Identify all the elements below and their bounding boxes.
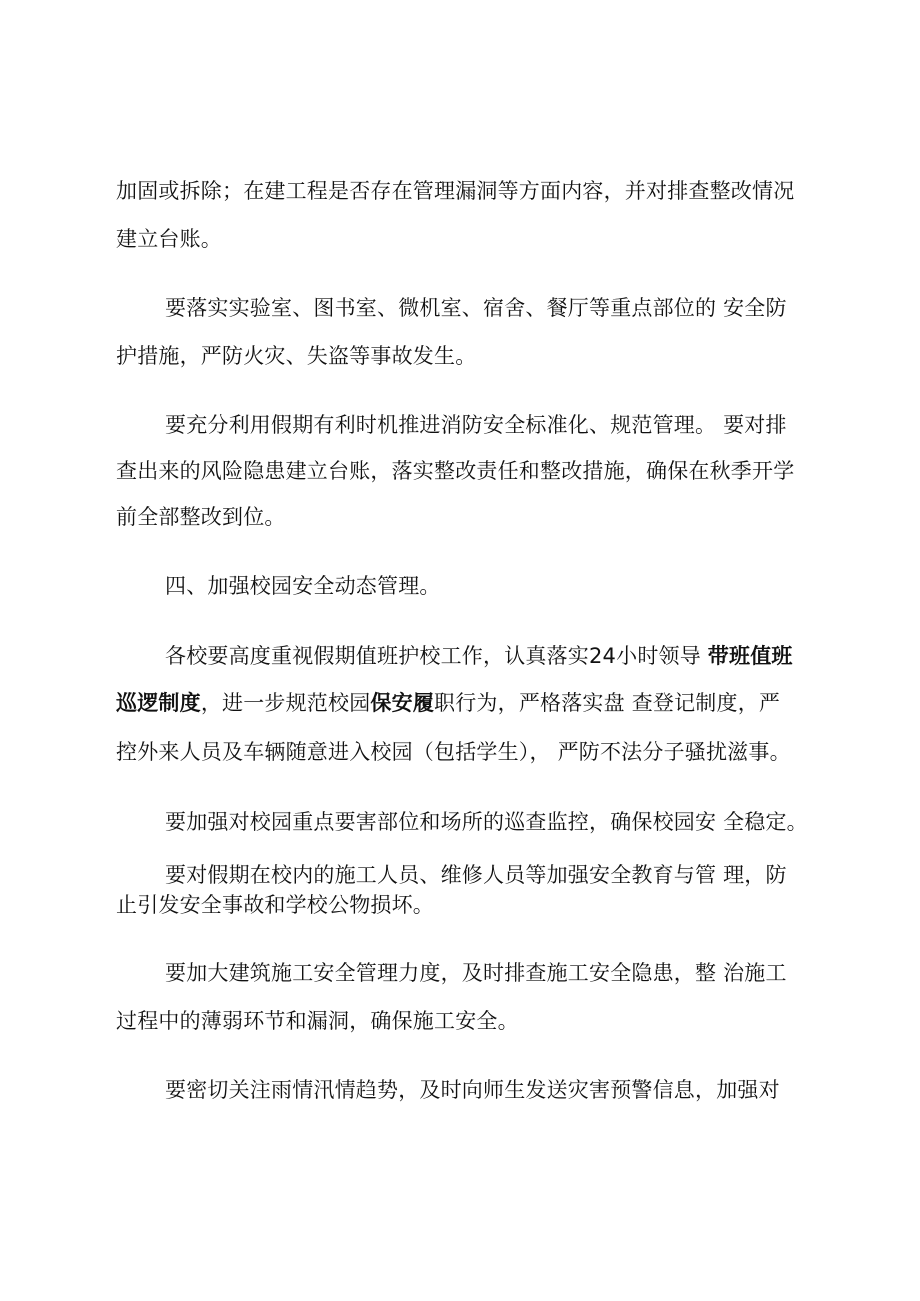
paragraph-1-line-1: 加固或拆除；在建工程是否存在管理漏洞等方面内容，并对排查整改情况 — [116, 179, 795, 203]
paragraph-6-line-1: 要加强对校园重点要害部位和场所的巡查监控，确保校园安 全稳定。 — [165, 810, 808, 834]
paragraph-8-line-1: 要加大建筑施工安全管理力度，及时排查施工安全隐患，整 治施工 — [165, 961, 787, 985]
paragraph-3-line-2: 查出来的风险隐患建立台账，落实整改责任和整改措施，确保在秋季开学 — [116, 459, 795, 483]
paragraph-2-line-1: 要落实实验室、图书室、微机室、宿舍、餐厅等重点部位的 安全防 — [165, 296, 787, 320]
paragraph-3-line-1: 要充分利用假期有利时机推进消防安全标准化、规范管理。 要对排 — [165, 413, 787, 437]
paragraph-5-bold-duty: 带班值班 — [707, 644, 793, 668]
paragraph-9-line-1: 要密切关注雨情汛情趋势，及时向师生发送灾害预警信息，加强对 — [165, 1078, 780, 1102]
paragraph-8-line-2: 过程中的薄弱环节和漏洞，确保施工安全。 — [116, 1009, 519, 1033]
paragraph-5-line-2-text-a: ，进一步规范校园 — [200, 691, 371, 715]
paragraph-1-line-2: 建立台账。 — [116, 227, 222, 251]
paragraph-5-bold-patrol: 巡逻制度 — [116, 691, 201, 715]
paragraph-5-line-2-text-b: 职行为，严格落实盘 查登记制度，严 — [434, 691, 781, 715]
paragraph-3-line-3: 前全部整改到位。 — [116, 505, 286, 529]
paragraph-5-line-2 — [116, 688, 780, 718]
section-heading: 四、加强校园安全动态管理。 — [165, 574, 441, 598]
paragraph-5-line-1-text: 各校要高度重视假期值班护校工作，认真落实24小时领导 — [165, 644, 708, 668]
paragraph-7-line-1: 要对假期在校内的施工人员、维修人员等加强安全教育与管 理，防 — [165, 863, 787, 887]
paragraph-7-line-2: 止引发安全事故和学校公物损坏。 — [116, 893, 434, 917]
paragraph-5-line-1 — [165, 641, 793, 671]
paragraph-5-bold-security: 保安履 — [370, 691, 435, 715]
paragraph-2-line-2: 护措施，严防火灾、失盗等事故发生。 — [116, 344, 477, 368]
paragraph-5-line-3: 控外来人员及车辆随意进入校园（包括学生）， 严防不法分子骚扰滋事。 — [116, 740, 791, 764]
